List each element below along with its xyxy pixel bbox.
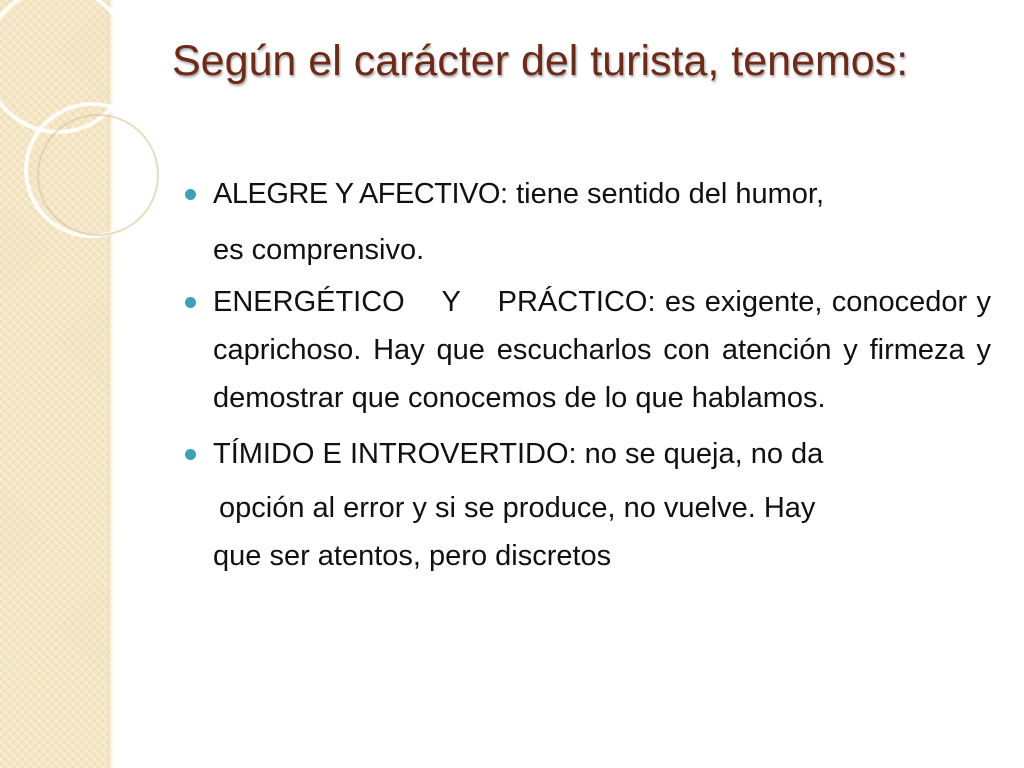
bullet-dot bbox=[185, 297, 196, 308]
bullet-line bbox=[213, 170, 991, 218]
bullet-text: : tiene sentido del humor, bbox=[499, 178, 825, 210]
decorative-rings bbox=[0, 0, 160, 300]
bullet-text-continued: que ser atentos, pero discretos bbox=[213, 540, 612, 572]
bullet-heading: ALEGRE Y AFECTIVO bbox=[213, 178, 500, 210]
bullet-list bbox=[213, 170, 991, 580]
bullet-heading: TÍMIDO E INTROVERTIDO bbox=[213, 438, 569, 470]
bullet-heading: ENERGÉTICO Y PRÁCTICO bbox=[213, 286, 648, 318]
decorative-ring-large bbox=[0, 0, 130, 132]
bullet-text-continued: es comprensivo. bbox=[213, 234, 425, 266]
decorative-ring-inner bbox=[38, 115, 158, 235]
bullet-dot bbox=[185, 189, 196, 200]
bullet-line bbox=[213, 430, 991, 478]
bullet-item-alegre bbox=[213, 170, 991, 274]
slide-title: Según el carácter del turista, tenemos: bbox=[172, 37, 909, 85]
bullet-item-timido bbox=[213, 430, 991, 580]
bullet-text: : es exigente, conocedor y caprichoso. Hay que escucharlos con atención y firmeza y demostrar que conocemos de lo que hablamos. bbox=[213, 286, 991, 414]
bullet-paragraph bbox=[213, 278, 991, 422]
bullet-text-continued: opción al error y si se produce, no vuelve. Hay bbox=[219, 492, 816, 524]
bullet-item-energetico bbox=[213, 278, 991, 422]
bullet-dot bbox=[185, 449, 196, 460]
bullet-text: : no se queja, no da bbox=[568, 438, 824, 470]
